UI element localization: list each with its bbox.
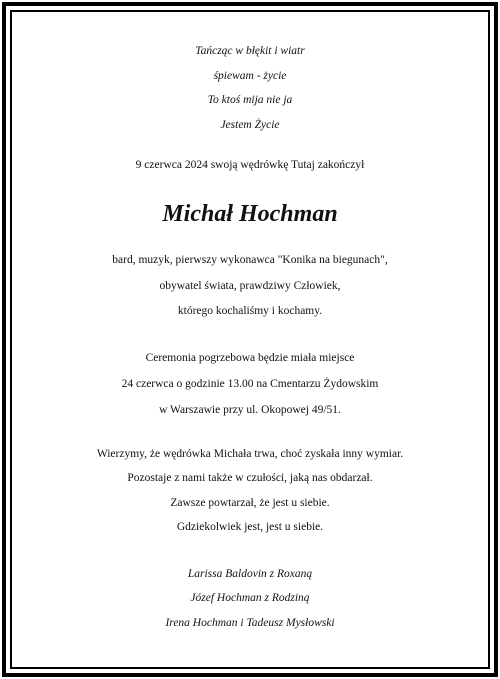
biography-line: obywatel świata, prawdziwy Człowiek, [159,279,341,292]
remembrance-line: Zawsze powtarzał, że jest u siebie. [170,496,330,509]
signature-line: Larissa Baldovin z Roxaną [187,567,313,580]
biography-line: bard, muzyk, pierwszy wykonawca "Konika na biegunach", [112,254,388,266]
signature-line: Józef Hochman z Rodziną [190,592,310,604]
mourners-signatures [12,562,488,636]
poem-verse [12,39,488,137]
poem-line: śpiewam - życie [213,69,287,82]
remembrance-line: Gdziekolwiek jest, jest u siebie. [176,521,324,533]
obituary-notice [12,12,488,635]
ceremony-line: 24 czerwca o godzinie 13.00 na Cmentarzu Żydowskim [121,377,379,390]
deceased-name: Michał Hochman [162,201,338,227]
ceremony-line: Ceremonia pogrzebowa będzie miała miejsce [145,351,355,364]
poem-line: Tańcząc w błękit i wiatr [195,45,305,57]
death-announcement: 9 czerwca 2024 swoją wędrówkę Tutaj zakończył [135,159,365,171]
biography-line: którego kochaliśmy i kochamy. [177,305,323,317]
poem-line: Jestem Życie [220,118,280,131]
signature-line: Irena Hochman i Tadeusz Mysłowski [165,616,335,629]
remembrance-line: Pozostaje z nami także w czułości, jaką nas obdarzał. [127,472,373,484]
poem-line: To ktoś mija nie ja [207,94,293,106]
biography [12,248,488,325]
remembrance-line: Wierzymy, że wędrówka Michała trwa, choć zyskała inny wymiar. [96,447,404,460]
ceremony-line: w Warszawie przy ul. Okopowej 49/51. [159,403,341,416]
funeral-ceremony-info [12,345,488,423]
remembrance-text [12,442,488,540]
